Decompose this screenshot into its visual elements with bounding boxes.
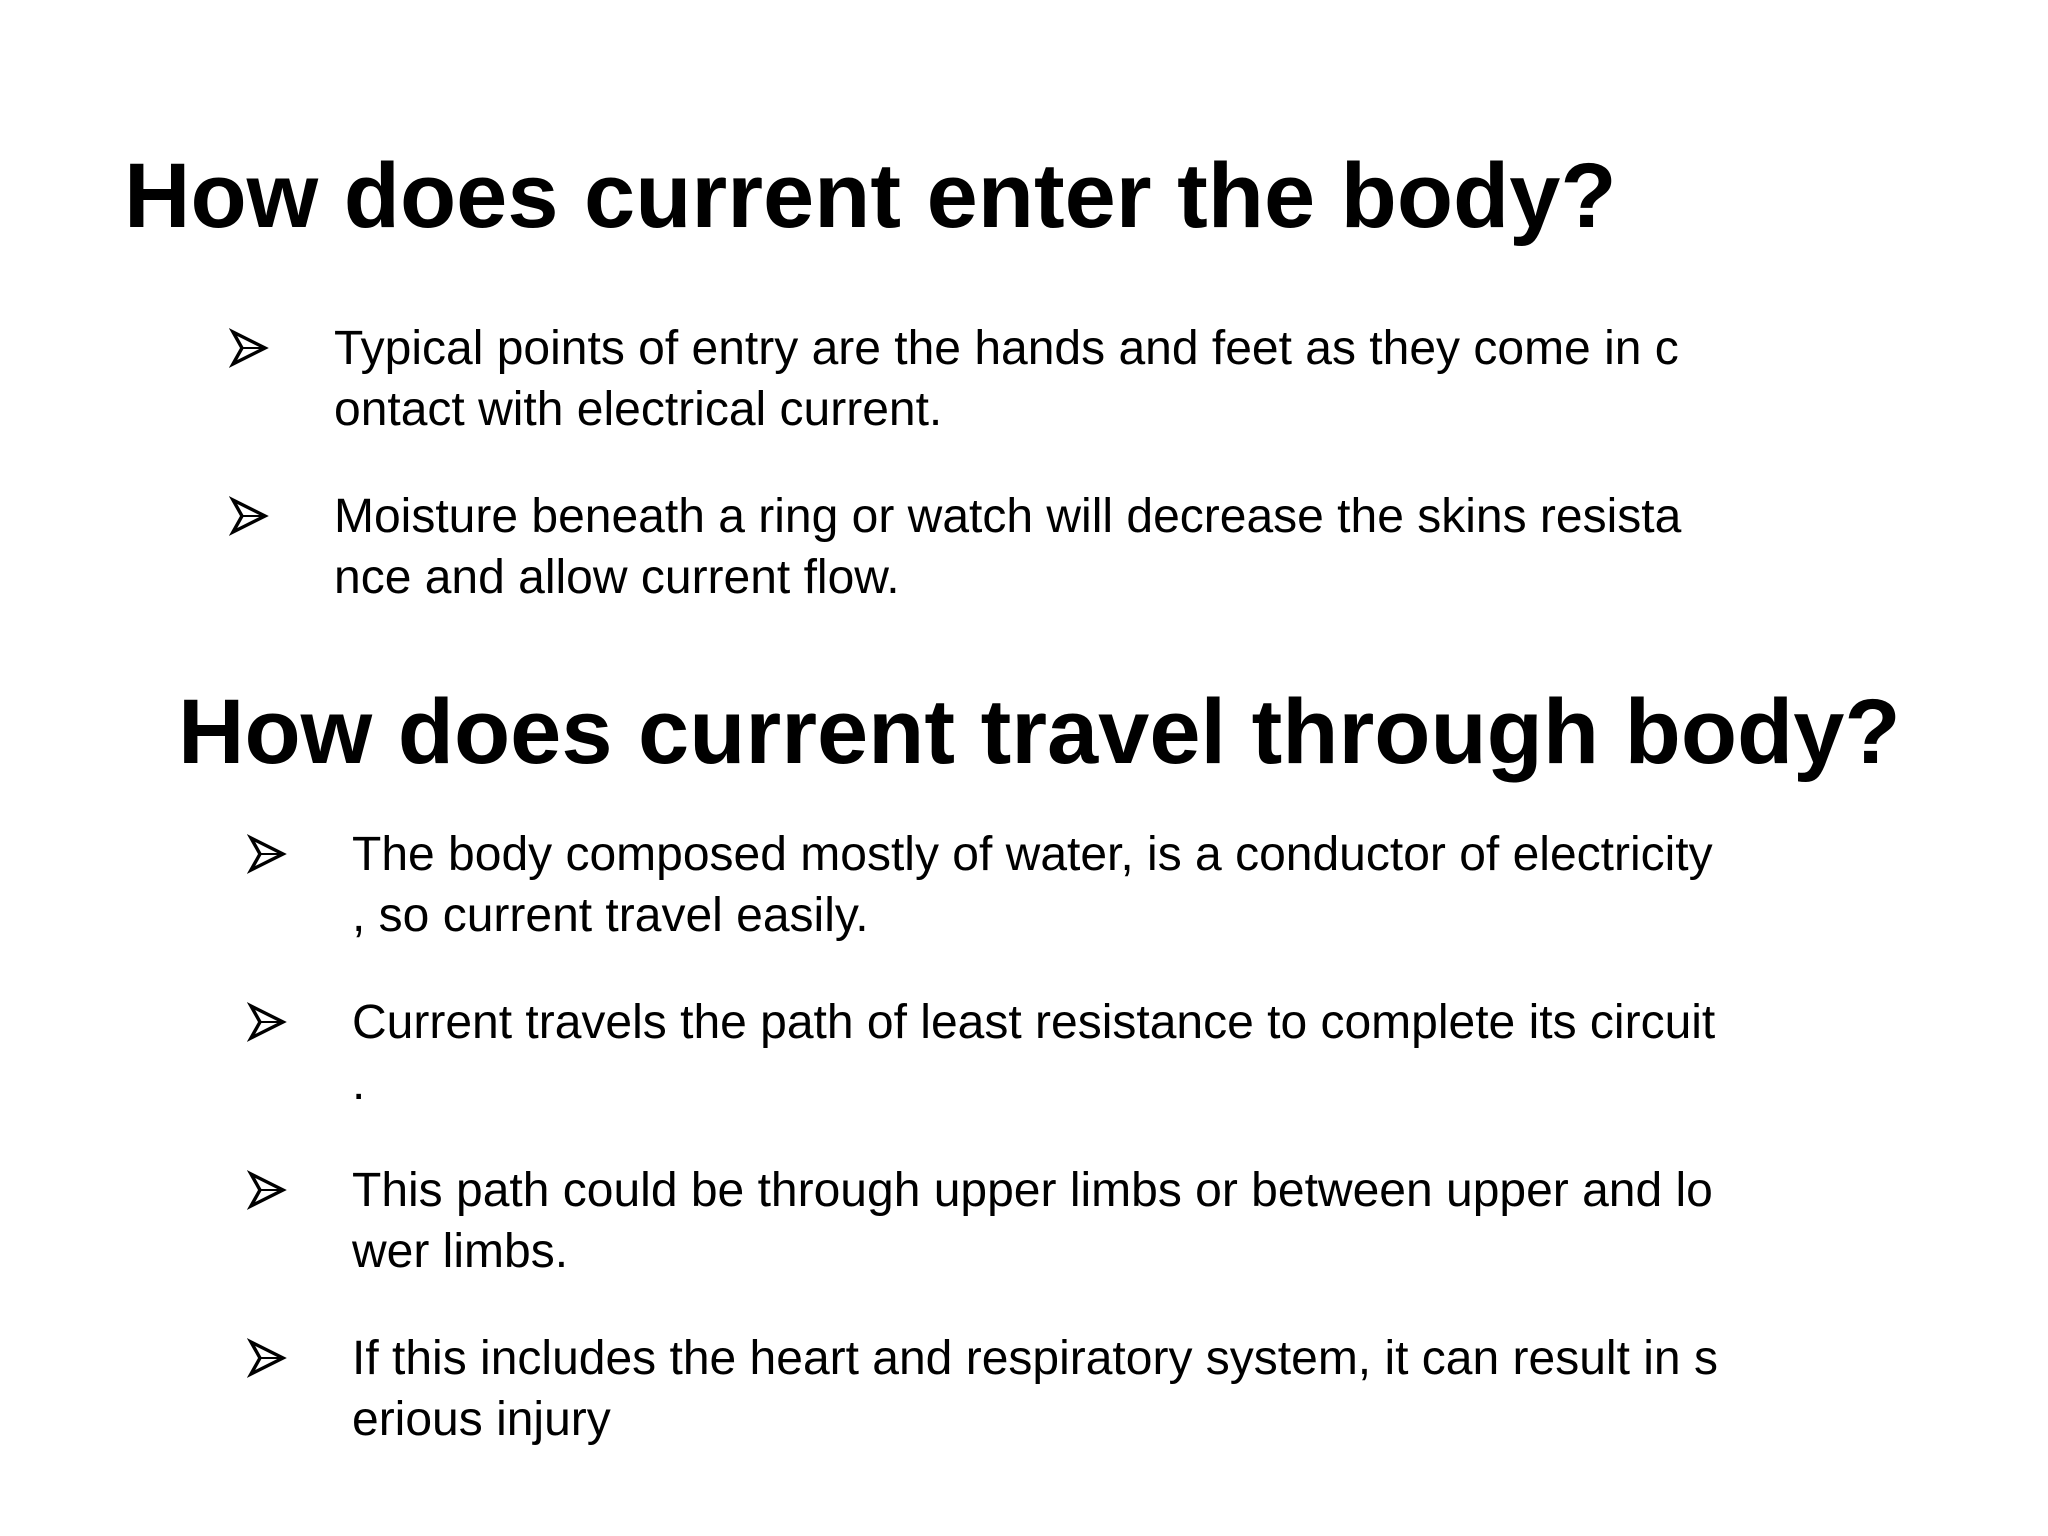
bullet-item: [229, 318, 1819, 440]
bullet-text: The body composed mostly of water, is a conductor of electricity , so current travel easily.: [352, 828, 1713, 942]
bullet-list-entry: [229, 318, 1819, 654]
bullet-item: [229, 486, 1819, 608]
arrowhead-bullet-icon: [247, 1002, 287, 1042]
section-heading-entry: How does current enter the body?: [124, 145, 1617, 247]
arrowhead-bullet-icon: [247, 1170, 287, 1210]
bullet-text: Current travels the path of least resistance to complete its circuit .: [352, 996, 1716, 1110]
bullet-list-travel: [247, 824, 1847, 1496]
bullet-item: [247, 992, 1847, 1114]
bullet-item: [247, 824, 1847, 946]
bullet-text: If this includes the heart and respiratory system, it can result in s erious injury: [352, 1332, 1718, 1446]
bullet-item: [247, 1328, 1847, 1450]
bullet-text: This path could be through upper limbs or between upper and lo wer limbs.: [352, 1164, 1713, 1278]
arrowhead-bullet-icon: [229, 496, 269, 536]
arrowhead-bullet-icon: [229, 328, 269, 368]
bullet-text: Moisture beneath a ring or watch will decrease the skins resista nce and allow current flow.: [334, 490, 1682, 604]
section-heading-travel: How does current travel through body?: [178, 681, 1901, 783]
arrowhead-bullet-icon: [247, 834, 287, 874]
arrowhead-bullet-icon: [247, 1338, 287, 1378]
bullet-item: [247, 1160, 1847, 1282]
bullet-text: Typical points of entry are the hands and feet as they come in c ontact with electrical current.: [334, 322, 1679, 436]
